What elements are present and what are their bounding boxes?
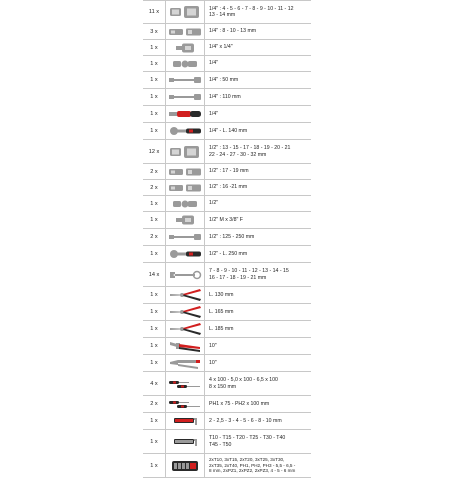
quantity-cell: 2 x — [150, 168, 158, 175]
quantity-cell: 1 x — [150, 77, 158, 83]
extension-bar-icon — [165, 72, 205, 88]
table-row — [143, 196, 311, 212]
universal-joint-icon — [165, 56, 205, 71]
quantity-cell: 3 x — [150, 28, 158, 35]
table-row — [143, 454, 311, 478]
description-cell: 10" — [209, 359, 217, 366]
description-cell: 1/2" - L. 250 mm — [209, 250, 248, 257]
spinner-handle-icon — [165, 106, 205, 122]
quantity-cell: 12 x — [148, 148, 160, 155]
description-cell: 1/4" : 8 - 10 - 13 mm — [209, 28, 257, 35]
quantity-cell: 1 x — [150, 418, 158, 424]
description-cell: 7 - 8 - 9 - 10 - 11 - 12 - 13 - 14 - 15 16 - 17 - 18 - 19 - 21 mm — [209, 268, 289, 281]
table-row — [143, 372, 311, 396]
quantity-cell: 2 x — [150, 184, 158, 191]
screwdriver-icon — [165, 396, 205, 412]
description-cell: 1/2" — [209, 200, 219, 207]
deep-socket-pair-icon — [165, 24, 205, 39]
quantity-cell: 2 x — [150, 401, 158, 407]
table-row — [143, 430, 311, 454]
adapter-icon — [165, 212, 205, 228]
universal-joint-icon — [165, 196, 205, 211]
hex-key-set-icon — [165, 413, 205, 429]
ratchet-icon — [165, 246, 205, 262]
deep-socket-pair-icon — [165, 164, 205, 179]
adapter-icon — [165, 40, 205, 55]
description-cell: 1/2" : 16 -21 mm — [209, 184, 248, 191]
table-row — [143, 263, 311, 287]
description-cell: 1/2" : 13 - 15 - 17 - 18 - 19 - 20 - 21 22 - 24 - 27 - 30 - 32 mm — [209, 145, 291, 158]
description-cell: 2xT10, 3xT15, 2xT20, 3xT25, 3xT30, 2xT35, 2xT40, PH1, PH2, PH3 - 5,5 - 6,5 - 8 mm, 2xPZ1, 2xPZ2, 2xPZ3, 4 - 5 - 6 mm — [209, 457, 296, 474]
table-row — [143, 396, 311, 413]
table-row — [143, 413, 311, 430]
table-row — [143, 355, 311, 372]
table-row — [143, 287, 311, 304]
description-cell: 1/4" : 4 - 5 - 6 - 7 - 8 - 9 - 10 - 11 - 12 13 - 14 mm — [209, 5, 294, 18]
quantity-cell: 1 x — [150, 462, 158, 469]
description-cell: 1/4" — [209, 110, 219, 117]
description-cell: L. 185 mm — [209, 325, 234, 332]
table-row — [143, 72, 311, 89]
tool-list-table — [143, 0, 311, 474]
quantity-cell: 1 x — [150, 360, 158, 366]
description-cell: 2 - 2,5 - 3 - 4 - 5 - 6 - 8 - 10 mm — [209, 417, 282, 424]
pliers-icon — [165, 287, 205, 303]
description-cell: 1/4" : 110 mm — [209, 93, 241, 100]
quantity-cell: 1 x — [150, 60, 158, 67]
description-cell: 1/4" x 1/4" — [209, 44, 233, 51]
quantity-cell: 1 x — [150, 200, 158, 207]
description-cell: T10 - T15 - T20 - T25 - T30 - T40 T45 - T50 — [209, 435, 286, 448]
quantity-cell: 1 x — [150, 217, 158, 223]
quantity-cell: 1 x — [150, 44, 158, 51]
ratchet-icon — [165, 123, 205, 139]
quantity-cell: 4 x — [150, 380, 158, 387]
table-row — [143, 0, 311, 24]
table-row — [143, 304, 311, 321]
table-row — [143, 24, 311, 40]
description-cell: 1/4" — [209, 60, 219, 67]
table-row — [143, 56, 311, 72]
bit-box-icon — [165, 454, 205, 477]
pliers-icon — [165, 321, 205, 337]
quantity-cell: 1 x — [150, 111, 158, 117]
table-row — [143, 106, 311, 123]
socket-pair-icon — [165, 1, 205, 23]
description-cell: 1/4" : 50 mm — [209, 76, 239, 83]
water-pump-pliers-icon — [165, 338, 205, 354]
socket-pair-icon — [165, 140, 205, 163]
locking-pliers-icon — [165, 355, 205, 371]
table-row — [143, 338, 311, 355]
combination-wrench-icon — [165, 263, 205, 286]
table-row — [143, 40, 311, 56]
table-row — [143, 89, 311, 106]
table-row — [143, 180, 311, 196]
quantity-cell: 1 x — [150, 438, 158, 445]
extension-bar-icon — [165, 89, 205, 105]
quantity-cell: 1 x — [150, 292, 158, 298]
deep-socket-pair-icon — [165, 180, 205, 195]
description-cell: 1/2" : 17 - 19 mm — [209, 168, 249, 175]
quantity-cell: 1 x — [150, 343, 158, 349]
torx-key-set-icon — [165, 430, 205, 453]
table-row — [143, 123, 311, 140]
table-row — [143, 229, 311, 246]
pliers-icon — [165, 304, 205, 320]
table-row — [143, 321, 311, 338]
quantity-cell: 11 x — [148, 9, 160, 15]
table-row — [143, 246, 311, 263]
quantity-cell: 2 x — [150, 234, 158, 240]
table-row — [143, 212, 311, 229]
description-cell: 1/2" : 125 - 250 mm — [209, 233, 255, 240]
screwdriver-icon — [165, 372, 205, 395]
quantity-cell: 1 x — [150, 251, 158, 257]
quantity-cell: 1 x — [150, 309, 158, 315]
table-row — [143, 140, 311, 164]
quantity-cell: 1 x — [150, 326, 158, 332]
description-cell: L. 165 mm — [209, 308, 234, 315]
table-row — [143, 164, 311, 180]
extension-bar-icon — [165, 229, 205, 245]
quantity-cell: 1 x — [150, 128, 158, 134]
quantity-cell: 1 x — [150, 94, 158, 100]
description-cell: 1/2" M x 3/8" F — [209, 216, 243, 223]
description-cell: 4 x 100 - 5,0 x 100 - 6,5 x 100 8 x 150 mm — [209, 377, 278, 390]
description-cell: PH1 x 75 - PH2 x 100 mm — [209, 400, 270, 407]
description-cell: 1/4" - L. 140 mm — [209, 127, 248, 134]
quantity-cell: 14 x — [148, 271, 160, 278]
description-cell: 10" — [209, 342, 217, 349]
description-cell: L. 130 mm — [209, 291, 234, 298]
